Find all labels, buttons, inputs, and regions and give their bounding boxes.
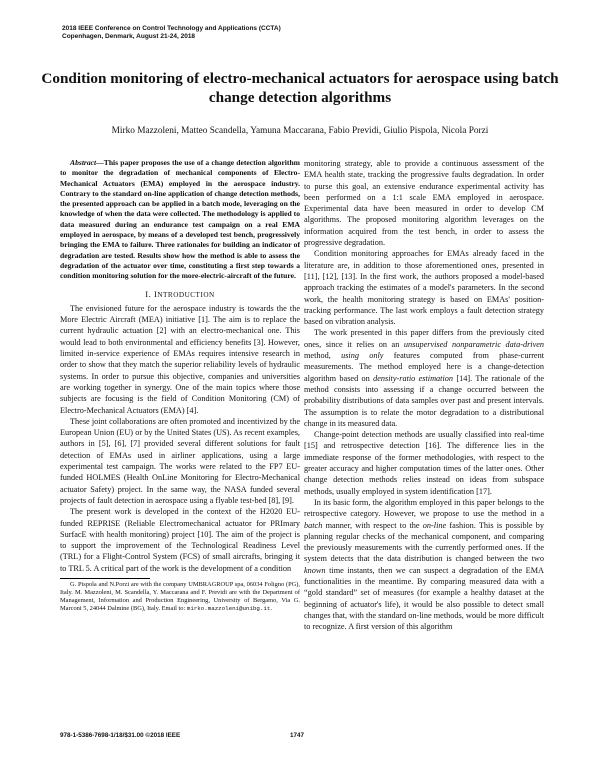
p3-text-g: [14]. The rationale of the method consists into assessing if a change occurred between the probability distributions of data samples over past and present intervals. The assumption is to relate the motor degradation to a distributional change in its measured data. [304,373,545,428]
p5-text-g: time instants, then we can suspect a degradation of the EMA functionalities in the meantime. By comparing measured data with a “gold standard” set of measures (for example a healthy dataset at the beginning of actuator's life), it would be also possible to detect small changes that, with the standard on-line methods, would be more difficult to recognize. A first version of this algorithm [304,565,545,632]
p3-text-e: features computed from phase-current measurements. The method employed here is a change-detection algorithm based on [304,351,545,383]
p5-em-f: known [304,565,326,575]
right-column [304,158,544,632]
abstract-label: Abstract [70,158,97,167]
right-paragraph-4: Change-point detection methods are usually classified into real-time [15] and retrospective detection [16]. The difference lies in the immediate response of the former methodologies, with respect to the greater accuracy and higher computation times of the latter ones. Other change detection methods relies instead on ideas from subspace methods, usually employed in system identification [17]. [304,430,544,496]
author-email[interactable]: mirko.mazzoleni@unibg.it [186,605,271,613]
conference-name: 2018 IEEE Conference on Control Technology and Applications (CCTA) [62,25,281,32]
abstract [60,158,300,282]
paper-title: Condition monitoring of electro-mechanical actuators for aerospace using batch change detection algorithms [41,70,559,106]
left-column [60,158,300,613]
footnote-end: . [270,605,272,613]
p5-em-d: on-line [422,520,447,530]
p3-em-b: unsupervised nonparametric data-driven [403,339,545,349]
footnote-divider [60,578,150,579]
right-paragraph-2: Condition monitoring approaches for EMAs already faced in the literature are, in addition to those aforementioned ones, presented in [11], [12], [13]. In the first work, the authors proposed a model-based approach tracking the estimates of a model's parameters. In the second work, the health monitoring strategy is based on EMAs' position-tracking performance. The last work employs a fault detection strategy based on vibration analysis. [304,249,544,327]
conference-location: Copenhagen, Denmark, August 21-24, 2018 [62,33,196,41]
section-heading-introduction [60,289,300,301]
abstract-text: This paper proposes the use of a change detection algorithm to monitor the degradation of mechanical components of Electro-Mechanical Actuators (EMA) employed in the aerospace industry. Contrary to the standard on-line application of change detection methods, the presented approach can be applied in a batch mode, leveraging on the knowledge of when the data were collected. The methodology is applied to data measured during an endurance test campaign on a real EMA employed in aerospace, by means of a developed test bench, progressively bringing the EMA to failure. Three rationales for building an indicator of degradation are tested. Results show how the method is able to assess the degradation of the actuator over time, constituting a first step towards a condition monitoring solution for the more-electric-aircraft of the future. [60,158,300,281]
p3-em-d: using only [341,351,384,361]
right-paragraph-5 [304,497,544,633]
isbn-copyright: 978-1-5386-7698-1/18/$31.00 ©2018 IEEE [60,732,181,739]
intro-paragraph-3: The present work is developed in the context of the H2020 EU-funded REPRISE (Reliable Electromechanical actuator for PRImary SurfacE with health monitoring) project [10]. The aim of the project is to support the improvement of the Technological Readiness Level (TRL) for a Flight-Control System (FCS) of small aircrafts, bringing it to TRL 5. A critical part of the work is the development of a condition [60,507,300,573]
section-initial: I [153,288,158,299]
abstract-dash: — [96,158,104,167]
author-list: Mirko Mazzoleni, Matteo Scandella, Yamuna Maccarana, Fabio Previdi, Giulio Pispola, Nicola Porzi [111,126,489,136]
right-paragraph-1: monitoring strategy, able to provide a continuous assessment of the EMA health state, tracking the progressive faults degradation. In order to purse this goal, an extensive endurance experimental activity has been performed on a 1:1 scale EMA employed in aerospace. Experimental data have been measured in order to develop CM algorithms. The proposed monitoring algorithm leverages on the information acquired from the test bench, in order to assess the progressive degradation. [304,159,544,248]
affiliation-footnote [60,581,300,613]
p3-em-f: density-ratio estimation [373,373,454,383]
p3-text-a: The work presented in this paper differs from the previously cited ones, since it relies on an [304,328,544,349]
page-number: 1747 [290,732,305,739]
p5-em-b: batch [304,520,323,530]
footnote-text: G. Pispola and N.Porzi are with the company UMBRAGROUP spa, 06034 Foligno (PG), Italy. M. Mazzoleni, M. Scandella, Y. Maccarana and F. Previdi are with the Department of Management, Information and Production Engineering, University of Bergamo, Via G. Marconi 5, 24044 Dalmine (BG), Italy. Email to: [60,580,300,613]
p5-text-c: manner, with respect to the [325,520,420,530]
conference-header [62,25,542,42]
intro-paragraph-2: These joint collaborations are often promoted and incentivized by the European Union (EU) or by the United States (US). As recent examples, authors in [5], [6], [7] provided several different solutions for fault detection of EMAs used in airliner applications, using a large experimental test campaign. The works were related to the FP7 EU-funded HOLMES (Health OnLine Monitoring for Electro-Mechanical actuator Safety) project. In the same way, the NASA funded several projects of fault detection in aerospace using a flyable test-bed [8], [9]. [60,416,300,505]
p5-text-e: fashion. This is possible by planning regular checks of the mechanical component, and comparing the previously measurements with the currently performed ones. If the system detects that the data distribution is changed between the two [304,520,545,564]
section-rest: NTRODUCTION [157,290,215,299]
p3-text-c: method, [304,351,331,361]
p5-text-a: In its basic form, the algorithm employed in this paper belongs to the retrospective category. However, we propose to use the method in a [304,497,544,519]
right-paragraph-3 [304,327,544,429]
section-numeral: I. [145,288,152,299]
intro-paragraph-1: The envisioned future for the aerospace industry is towards the the More Electric Aircraft (MEA) initiative [1]. The aim is to replace the current hydraulic actuation [2] with an electro-mechanical one. This would lead to both environmental and efficiency benefits [3]. However, limited in-service experience of EMAs requires intensive research in order to show that they match the superior reliability levels of hydraulic systems. In order to pursue this objective, companies and universities are working together in synergy. One of the main topics where those subjects are focusing is the field of Condition Monitoring (CM) of Electro-Mechanical Actuators (EMA) [4]. [60,303,300,415]
